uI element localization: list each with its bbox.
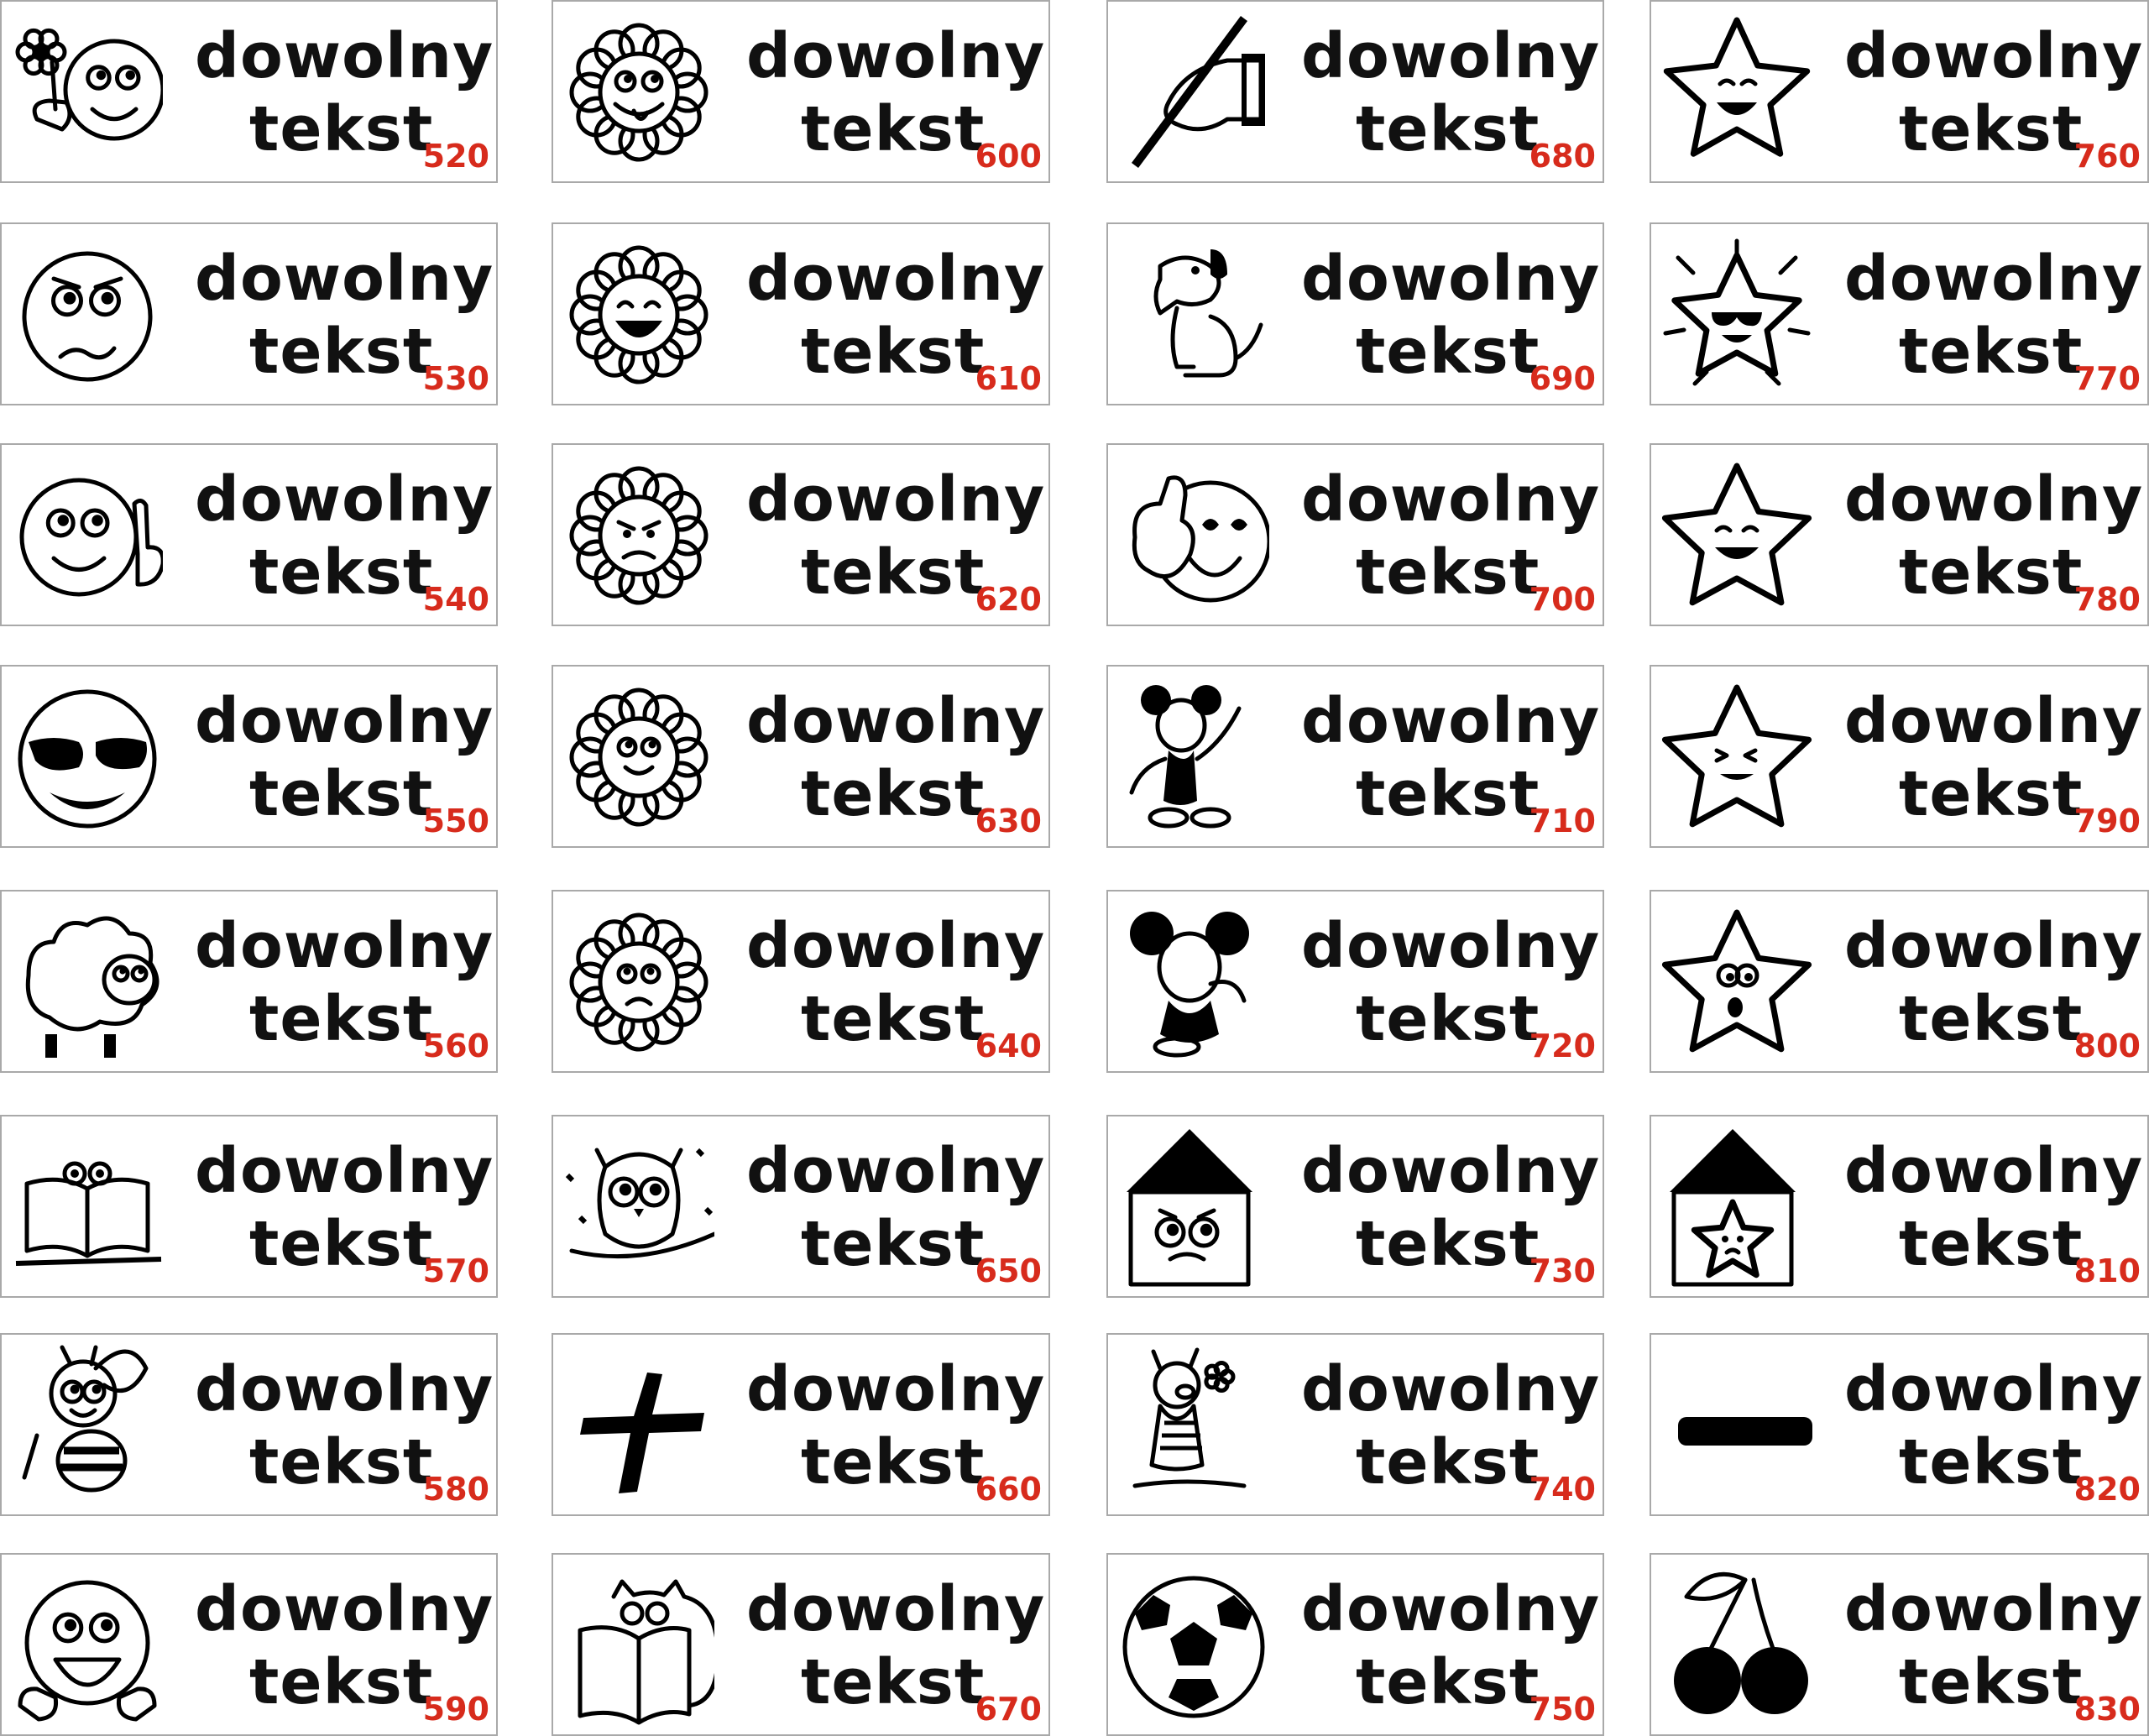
stamp-text-line-2: tekst (1356, 758, 1540, 830)
stamp-card[interactable] (552, 1333, 1050, 1516)
star-surprised-icon (1661, 900, 1812, 1064)
stamp-text-line-1: dowolny (746, 1353, 1046, 1425)
plus-sign-icon (563, 1343, 714, 1507)
stamp-code-number: 590 (422, 1691, 489, 1728)
stamp-code-number: 550 (422, 803, 489, 839)
stamp-card[interactable] (552, 222, 1050, 405)
stamp-card[interactable] (1650, 1115, 2149, 1298)
stamp-text-line-1: dowolny (195, 910, 494, 982)
stamp-card[interactable] (1106, 1115, 1604, 1298)
stamp-text-line-2: tekst (1899, 93, 2084, 165)
stamp-card[interactable] (0, 443, 498, 626)
stamp-text-line-1: dowolny (195, 243, 494, 315)
stamp-text-line-1: dowolny (746, 20, 1046, 92)
stamp-text-line-2: tekst (801, 758, 986, 830)
stamp-card[interactable] (1650, 222, 2149, 405)
stamp-code-number: 680 (1529, 138, 1596, 175)
owl-reading-book-icon (12, 1125, 163, 1289)
stamp-text-line-2: tekst (249, 758, 434, 830)
stamp-card[interactable] (0, 222, 498, 405)
stamp-text-line-2: tekst (801, 983, 986, 1055)
dog-sitting-icon (1118, 233, 1269, 396)
stamp-card[interactable] (0, 0, 498, 183)
bee-writing-icon (12, 1343, 163, 1507)
stamp-code-number: 740 (1529, 1471, 1596, 1508)
stamp-code-number: 690 (1529, 360, 1596, 397)
stamp-text-line-1: dowolny (1844, 20, 2144, 92)
smiley-thumbs-up-icon (12, 1563, 163, 1727)
flower-tongue-out-icon (563, 10, 714, 174)
stamp-code-number: 820 (2073, 1471, 2141, 1508)
stamp-text-line-1: dowolny (1301, 20, 1601, 92)
stamp-code-number: 660 (975, 1471, 1042, 1508)
stamp-text-line-2: tekst (1899, 1426, 2084, 1498)
stamp-card[interactable] (0, 1333, 498, 1516)
owl-on-branch-icon (563, 1125, 714, 1289)
stamp-code-number: 800 (2073, 1027, 2141, 1064)
stamp-code-number: 760 (2073, 138, 2141, 175)
star-laughing-icon (1661, 10, 1812, 174)
hand-writing-pen-icon (1118, 10, 1269, 174)
stamp-card[interactable] (0, 1553, 498, 1736)
stamp-card[interactable] (552, 1553, 1050, 1736)
stamp-code-number: 720 (1529, 1027, 1596, 1064)
soccer-ball-icon (1118, 1563, 1269, 1727)
stamp-text-line-1: dowolny (1844, 1135, 2144, 1207)
stamp-text-line-2: tekst (801, 1646, 986, 1718)
stamp-code-number: 670 (975, 1691, 1042, 1728)
stamp-text-line-1: dowolny (1301, 1353, 1601, 1425)
stamp-text-line-1: dowolny (1844, 1353, 2144, 1425)
stamp-card[interactable] (1650, 0, 2149, 183)
stamp-text-line-2: tekst (801, 93, 986, 165)
stamp-text-line-2: tekst (1899, 1646, 2084, 1718)
stamp-text-line-1: dowolny (746, 685, 1046, 757)
stamp-code-number: 600 (975, 138, 1042, 175)
stamp-text-line-1: dowolny (195, 463, 494, 536)
stamp-text-line-2: tekst (249, 1426, 434, 1498)
stamp-text-line-1: dowolny (1301, 910, 1601, 982)
star-happy-icon (1661, 453, 1812, 617)
stamp-code-number: 750 (1529, 1691, 1596, 1728)
stamp-text-line-2: tekst (249, 983, 434, 1055)
stamp-card[interactable] (1106, 0, 1604, 183)
stamp-text-line-1: dowolny (1301, 1573, 1601, 1645)
stamp-code-number: 580 (422, 1471, 489, 1508)
stamp-code-number: 630 (975, 803, 1042, 839)
worried-smiley-icon (12, 233, 163, 396)
stamp-text-line-2: tekst (1356, 1646, 1540, 1718)
stamp-code-number: 770 (2073, 360, 2141, 397)
house-worried-face-icon (1118, 1125, 1269, 1289)
stamp-text-line-1: dowolny (746, 910, 1046, 982)
minus-sign-icon (1661, 1343, 1812, 1507)
cartoon-mouse-sitting-icon (1118, 900, 1269, 1064)
stamp-text-line-1: dowolny (1844, 1573, 2144, 1645)
stamp-text-line-1: dowolny (195, 685, 494, 757)
stamp-code-number: 540 (422, 581, 489, 618)
smiley-pointing-finger-icon (12, 453, 163, 617)
stamp-text-line-1: dowolny (1844, 243, 2144, 315)
flower-angry-icon (563, 453, 714, 617)
stamp-code-number: 570 (422, 1252, 489, 1289)
stamp-card[interactable] (552, 665, 1050, 848)
smiley-holding-flower-icon (12, 10, 163, 174)
stamp-card[interactable] (1650, 665, 2149, 848)
stamp-card[interactable] (1106, 1553, 1604, 1736)
stamp-card[interactable] (1106, 890, 1604, 1073)
stamp-text-line-1: dowolny (195, 1353, 494, 1425)
stamp-card[interactable] (1106, 1333, 1604, 1516)
stamp-text-line-1: dowolny (1301, 243, 1601, 315)
stamp-card[interactable] (0, 890, 498, 1073)
cherries-icon (1661, 1563, 1812, 1727)
stamp-text-line-1: dowolny (1844, 685, 2144, 757)
stamp-code-number: 830 (2073, 1691, 2141, 1728)
stamp-card[interactable] (0, 665, 498, 848)
sheep-icon (12, 900, 163, 1064)
stamp-text-line-1: dowolny (1844, 463, 2144, 536)
stamp-text-line-1: dowolny (195, 1573, 494, 1645)
stamp-code-number: 640 (975, 1027, 1042, 1064)
stamp-text-line-2: tekst (1899, 1208, 2084, 1280)
stamp-card[interactable] (1650, 890, 2149, 1073)
stamp-code-number: 620 (975, 581, 1042, 618)
stamp-text-line-2: tekst (249, 536, 434, 609)
stamp-text-line-2: tekst (1899, 983, 2084, 1055)
stamp-text-line-1: dowolny (746, 1135, 1046, 1207)
stamp-text-line-1: dowolny (1301, 1135, 1601, 1207)
stamp-text-line-2: tekst (801, 536, 986, 609)
stamp-text-line-1: dowolny (1844, 910, 2144, 982)
stamp-text-line-2: tekst (249, 93, 434, 165)
stamp-text-line-2: tekst (1356, 316, 1540, 388)
stamp-card[interactable] (0, 1115, 498, 1298)
smiley-big-thumbs-up-icon (1118, 453, 1269, 617)
house-star-icon (1661, 1125, 1812, 1289)
stamp-text-line-1: dowolny (195, 1135, 494, 1207)
stamp-code-number: 530 (422, 360, 489, 397)
stamp-code-number: 700 (1529, 581, 1596, 618)
stamp-code-number: 610 (975, 360, 1042, 397)
stamp-code-number: 650 (975, 1252, 1042, 1289)
stamp-card[interactable] (1106, 222, 1604, 405)
piglet-with-flowers-icon (1118, 1343, 1269, 1507)
stamp-text-line-1: dowolny (746, 463, 1046, 536)
stamp-card[interactable] (1106, 665, 1604, 848)
stamp-code-number: 710 (1529, 803, 1596, 839)
cartoon-mouse-waving-icon (1118, 675, 1269, 839)
star-winking-icon (1661, 675, 1812, 839)
stamp-text-line-1: dowolny (1301, 463, 1601, 536)
stamp-text-line-2: tekst (1899, 758, 2084, 830)
stamp-text-line-2: tekst (1356, 1208, 1540, 1280)
stamp-code-number: 780 (2073, 581, 2141, 618)
stamp-text-line-2: tekst (801, 1426, 986, 1498)
stamp-card[interactable] (1106, 443, 1604, 626)
stamp-card[interactable] (552, 1115, 1050, 1298)
stamp-text-line-2: tekst (249, 316, 434, 388)
stamp-code-number: 730 (1529, 1252, 1596, 1289)
stamp-card[interactable] (552, 890, 1050, 1073)
flower-sad-icon (563, 900, 714, 1064)
stamp-card[interactable] (552, 0, 1050, 183)
flower-laughing-icon (563, 233, 714, 396)
stamp-text-line-2: tekst (1356, 536, 1540, 609)
star-sunglasses-icon (1661, 233, 1812, 396)
stamp-code-number: 560 (422, 1027, 489, 1064)
stamp-text-line-2: tekst (249, 1208, 434, 1280)
smiley-sunglasses-icon (12, 675, 163, 839)
stamp-text-line-2: tekst (249, 1646, 434, 1718)
stamp-text-line-1: dowolny (195, 20, 494, 92)
stamp-text-line-2: tekst (1356, 93, 1540, 165)
cat-reading-book-icon (563, 1563, 714, 1727)
stamp-card[interactable] (1650, 443, 2149, 626)
stamp-code-number: 810 (2073, 1252, 2141, 1289)
stamp-code-number: 520 (422, 138, 489, 175)
stamp-text-line-2: tekst (1356, 1426, 1540, 1498)
stamp-text-line-2: tekst (801, 316, 986, 388)
stamp-text-line-1: dowolny (746, 243, 1046, 315)
stamp-text-line-2: tekst (1899, 316, 2084, 388)
stamp-text-line-1: dowolny (1301, 685, 1601, 757)
stamp-text-line-1: dowolny (746, 1573, 1046, 1645)
stamp-text-line-2: tekst (1356, 983, 1540, 1055)
stamp-text-line-2: tekst (1899, 536, 2084, 609)
stamp-card[interactable] (1650, 1333, 2149, 1516)
stamp-text-line-2: tekst (801, 1208, 986, 1280)
stamp-card[interactable] (1650, 1553, 2149, 1736)
stamp-card[interactable] (552, 443, 1050, 626)
stamp-code-number: 790 (2073, 803, 2141, 839)
flower-smiling-icon (563, 675, 714, 839)
